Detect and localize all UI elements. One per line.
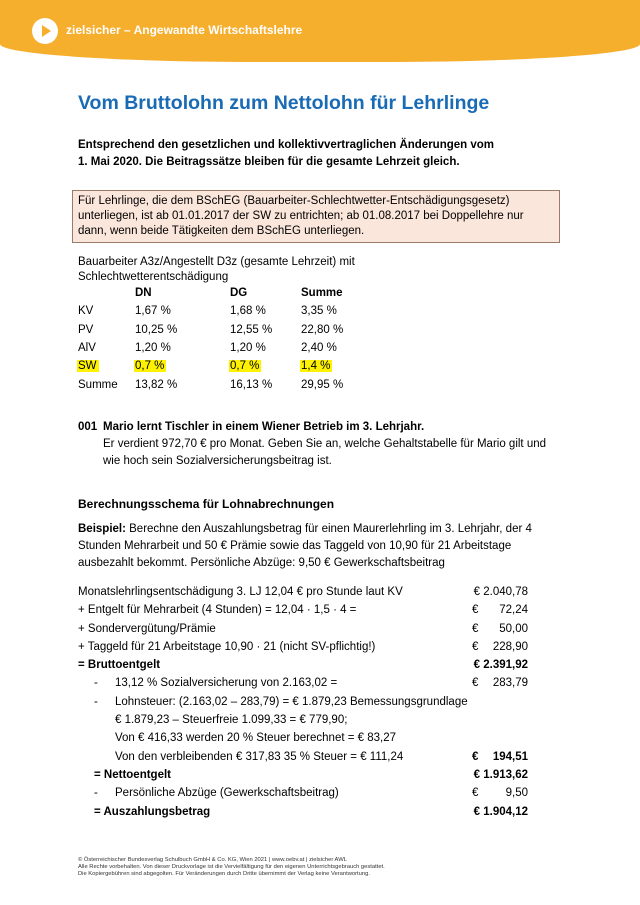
rate-label: AlV bbox=[78, 342, 96, 355]
rate-dg: 0,7 % bbox=[230, 360, 260, 373]
calc-row bbox=[78, 601, 538, 619]
task-heading: Mario lernt Tischler in einem Wiener Betrieb im 3. Lehrjahr. bbox=[103, 421, 425, 433]
task-body bbox=[103, 436, 563, 470]
rate-row-summe bbox=[78, 375, 381, 393]
rate-dn: 13,82 % bbox=[135, 378, 178, 391]
header-cell: Summe bbox=[301, 287, 343, 300]
calc-label: = Auszahlungsbetrag bbox=[94, 805, 211, 818]
rate-dg: 16,13 % bbox=[230, 378, 273, 391]
task-number: 001 bbox=[78, 421, 98, 433]
calc-amount: 194,51 bbox=[492, 750, 528, 763]
notice-line: dann, wenn beide Tätigkeiten dem BSchEG unterliegen. bbox=[78, 225, 365, 237]
calc-currency: € bbox=[472, 604, 479, 617]
calc-label: 13,12 % Sozialversicherung von 2.163,02 = bbox=[115, 677, 338, 690]
section-title: Berechnungsschema für Lohnabrechnungen bbox=[78, 497, 335, 511]
calc-currency: € bbox=[472, 787, 479, 800]
footer-line: Die Kopiergebühren sind abgegolten. Für Veränderungen durch Dritte übernimmt der Verlag keine Verantwortung. bbox=[78, 871, 370, 878]
rate-label: SW bbox=[78, 360, 97, 373]
calc-row bbox=[78, 620, 538, 638]
calc-label: = Nettoentgelt bbox=[94, 768, 171, 781]
calc-amount: € 1.913,62 bbox=[473, 768, 528, 781]
rate-table-header-row bbox=[78, 284, 381, 302]
rate-row-alv bbox=[78, 339, 381, 357]
calc-amount: € 2.040,78 bbox=[473, 586, 528, 598]
calc-amount: 72,24 bbox=[499, 604, 528, 617]
header-cell bbox=[78, 284, 135, 302]
calc-label: Von den verbleibenden € 317,83 35 % Steuer = € 111,24 bbox=[115, 750, 404, 763]
calc-label: + Entgelt für Mehrarbeit (4 Stunden) = 12,04 · 1,5 · 4 = bbox=[78, 604, 357, 617]
rate-sum: 3,35 % bbox=[301, 305, 337, 318]
rate-label: PV bbox=[78, 323, 94, 336]
calc-amount: 50,00 bbox=[499, 622, 528, 635]
rate-sum: 1,4 % bbox=[301, 360, 331, 373]
dash-marker: - bbox=[94, 787, 98, 800]
calc-row bbox=[78, 674, 538, 692]
calc-row bbox=[78, 748, 538, 766]
rate-table bbox=[78, 284, 381, 394]
calc-label: + Sondervergütung/Prämie bbox=[78, 622, 216, 635]
rate-dn: 1,67 % bbox=[135, 305, 171, 318]
rate-dn: 0,7 % bbox=[135, 360, 165, 373]
calc-row-auszahlung bbox=[78, 803, 538, 821]
example-line: ausbezahlt bekommt. Persönliche Abzüge: 9,50 € Gewerkschaftsbeitrag bbox=[78, 557, 445, 569]
example-line: Stunden Mehrarbeit und 50 € Prämie sowie das Taggeld von 10,90 für 21 Arbeitstage bbox=[78, 540, 512, 552]
intro-text bbox=[78, 137, 548, 171]
rate-sum: 29,95 % bbox=[301, 378, 344, 391]
intro-line: Entsprechend den gesetzlichen und kollektivvertraglichen Änderungen vom bbox=[78, 139, 495, 151]
calc-label: Von € 416,33 werden 20 % Steuer berechnet = € 83,27 bbox=[115, 732, 397, 745]
calc-currency: € bbox=[472, 640, 479, 653]
task-line: Er verdient 972,70 € pro Monat. Geben Sie an, welche Gehaltstabelle für Mario gilt und bbox=[103, 438, 547, 450]
calc-row bbox=[78, 711, 538, 729]
rate-dg: 1,68 % bbox=[230, 305, 266, 318]
play-icon bbox=[32, 18, 58, 44]
example-label: Beispiel: bbox=[78, 523, 126, 535]
calc-currency: € bbox=[472, 677, 479, 690]
caption-line: Schlechtwetterentschädigung bbox=[78, 271, 229, 283]
calc-row bbox=[78, 784, 538, 802]
rate-dn: 10,25 % bbox=[135, 323, 178, 336]
calc-label: = Bruttoentgelt bbox=[78, 659, 161, 672]
example-line: Berechne den Auszahlungsbetrag für einen Maurerlehrling im 3. Lehrjahr, der 4 bbox=[125, 523, 532, 535]
calc-amount: 9,50 bbox=[505, 787, 528, 800]
logo bbox=[32, 18, 58, 44]
rate-row-kv bbox=[78, 302, 381, 320]
intro-line: 1. Mai 2020. Die Beitragssätze bleiben für die gesamte Lehrzeit gleich. bbox=[78, 156, 460, 168]
calc-label: Lohnsteuer: (2.163,02 – 283,79) = € 1.879,23 Bemessungsgrundlage bbox=[115, 695, 468, 708]
calc-row bbox=[78, 729, 538, 747]
footer-line: Alle Rechte vorbehalten. Von dieser Druckvorlage ist die Vervielfältigung für den eigenen Unterrichtsgebrauch gestattet. bbox=[78, 864, 385, 871]
notice-line: Für Lehrlinge, die dem BSchEG (Bauarbeiter-Schlechtwetter-Entschädigungsgesetz) bbox=[78, 195, 510, 207]
rate-table-caption bbox=[78, 255, 418, 285]
calc-currency: € bbox=[472, 750, 479, 763]
page-header bbox=[0, 0, 640, 62]
rate-sum: 22,80 % bbox=[301, 323, 344, 336]
calc-amount: € 1.904,12 bbox=[473, 805, 528, 818]
calc-row bbox=[78, 638, 538, 656]
rate-row-sw bbox=[78, 357, 381, 375]
calc-row bbox=[78, 693, 538, 711]
page-title: Vom Bruttolohn zum Nettolohn für Lehrlinge bbox=[78, 92, 490, 114]
header-cell: DN bbox=[135, 287, 152, 300]
notice-line: unterliegen, ist ab 01.01.2017 der SW zu entrichten; ab 01.08.2017 bei Doppellehre nur bbox=[78, 210, 524, 222]
calc-amount: 283,79 bbox=[492, 677, 528, 690]
calc-label: Persönliche Abzüge (Gewerkschaftsbeitrag) bbox=[115, 787, 339, 800]
notice-box bbox=[72, 190, 560, 243]
rate-dg: 1,20 % bbox=[230, 342, 266, 355]
header-cell: DG bbox=[230, 287, 248, 300]
dash-marker: - bbox=[94, 677, 98, 690]
rate-label: KV bbox=[78, 305, 94, 318]
footer-line: © Österreichischer Bundesverlag Schulbuch GmbH & Co. KG, Wien 2021 | www.oebv.at | zielsicher AWL bbox=[78, 857, 347, 863]
calc-row-netto bbox=[78, 766, 538, 784]
rate-row-pv bbox=[78, 321, 381, 339]
caption-line: Bauarbeiter A3z/Angestellt D3z (gesamte Lehrzeit) mit bbox=[78, 256, 355, 268]
rate-label: Summe bbox=[78, 378, 118, 391]
rate-dn: 1,20 % bbox=[135, 342, 171, 355]
calc-label: + Taggeld für 21 Arbeitstage 10,90 · 21 (nicht SV-pflichtig!) bbox=[78, 640, 376, 653]
calc-currency: € bbox=[472, 622, 479, 635]
calculation-scheme bbox=[78, 583, 538, 821]
calc-label: € 1.879,23 – Steuerfreie 1.099,33 = € 779,90; bbox=[115, 714, 348, 727]
calc-amount: € 2.391,92 bbox=[473, 659, 528, 672]
calc-row-brutto bbox=[78, 656, 538, 674]
example-text bbox=[78, 521, 568, 572]
calc-row bbox=[78, 583, 538, 601]
dash-marker: - bbox=[94, 695, 98, 708]
rate-sum: 2,40 % bbox=[301, 342, 337, 355]
rate-dg: 12,55 % bbox=[230, 323, 273, 336]
page-footer bbox=[78, 857, 578, 879]
calc-label: Monatslehrlingsentschädigung 3. LJ 12,04 € pro Stunde laut KV bbox=[78, 586, 403, 598]
task-line: wie hoch sein Sozialversicherungsbeitrag ist. bbox=[103, 455, 332, 467]
calc-amount: 228,90 bbox=[492, 640, 528, 653]
header-title: zielsicher – Angewandte Wirtschaftslehre bbox=[66, 23, 303, 37]
